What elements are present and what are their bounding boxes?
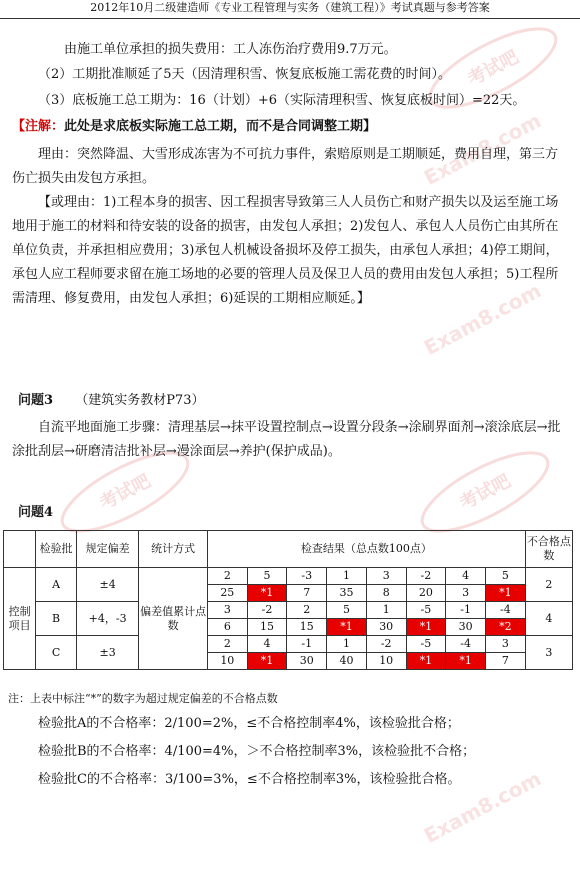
alternative-reason-paragraph: 【或理由：1)工程本身的损害、因工程损害导致第三人人员伤亡和财产损失以及运至施工场地用于施工的材料和待安装的设备的损害，由发包人承担；2)发包人、承包人人员伤亡由其所在单位负责，并承担相应费用；3)承包人机械设备损坏及停工损失，由承包人承担；4)停工期间，承包人应工程师要求留在施工场地的必要的管理人员及保卫人员的费用由发包人承担；5)工程所需清理、修复费用，由发包人承担；6)延误的工期相应顺延。】	[12, 195, 559, 306]
count-cell: 15	[247, 619, 287, 636]
value-cell: 4	[446, 568, 486, 585]
result-batch-b: 检验批B的不合格率：4/100=4%，＞不合格控制率3%，该检验批不合格；	[38, 744, 476, 759]
annotation	[12, 119, 376, 134]
value-cell: -2	[366, 636, 406, 653]
value-cell: 4	[247, 636, 287, 653]
count-cell: 7	[485, 653, 525, 670]
page-header	[0, 0, 580, 19]
watermark-site-text: Exam8.com	[420, 278, 546, 360]
value-cell: -4	[485, 602, 525, 619]
table-row	[4, 636, 573, 653]
batch-name: C	[36, 636, 77, 670]
count-cell: 10	[207, 653, 247, 670]
count-cell: 7	[287, 585, 327, 602]
table-row	[4, 602, 573, 619]
header-deviation: 规定偏差	[76, 531, 138, 568]
count-cell: 10	[366, 653, 406, 670]
watermark-site-text: Exam8.com	[420, 108, 546, 190]
value-cell: 2	[207, 636, 247, 653]
value-cell: 1	[327, 636, 367, 653]
result-batch-c: 检验批C的不合格率：3/100=3%，≤不合格控制率3%，该检验批合格。	[38, 772, 461, 787]
count-cell: 35	[327, 585, 367, 602]
value-cell: -4	[446, 636, 486, 653]
value-cell: -5	[406, 636, 446, 653]
header-fail-count: 不合格点数	[525, 531, 572, 568]
table-header-row	[4, 531, 573, 568]
value-cell: 5	[485, 568, 525, 585]
count-cell: 8	[366, 585, 406, 602]
result-batch-a: 检验批A的不合格率：2/100=2%，≤不合格控制率4%，该检验批合格；	[38, 716, 460, 731]
count-cell: 15	[287, 619, 327, 636]
question-3-answer: 自流平地面施工步骤：清理基层→抹平设置控制点→设置分段条→涂刷界面剂→滚涂底层→批涂批刮层→研磨清洁批补层→漫涂面层→养护(保护成品)。	[12, 420, 561, 459]
inspection-table	[3, 530, 573, 670]
value-cell: 5	[247, 568, 287, 585]
value-cell: 3	[485, 636, 525, 653]
document-title: 2012年10月二级建造师《专业工程管理与实务（建筑工程）》考试真题与参考答案	[90, 1, 490, 14]
header-empty-cell	[4, 531, 36, 568]
question-4-title: 问题4	[18, 505, 54, 520]
watermark-site-text: Exam8.com	[420, 766, 546, 848]
watermark-brand-text: 考试吧	[456, 470, 515, 515]
answer-line-2: （2）工期批准顺延了5天（因清理积雪、恢复底板施工需花费的时间）。	[38, 67, 452, 82]
question-3-title: 问题3	[18, 393, 54, 408]
fail-count-cell: *2	[485, 619, 525, 636]
value-cell: 5	[327, 602, 367, 619]
reason-paragraph: 理由：突然降温、大雪形成冻害为不可抗力事件，索赔原则是工期顺延，费用自理，第三方伤亡损失由发包方承担。	[12, 147, 559, 186]
header-method: 统计方式	[139, 531, 208, 568]
batch-deviation: ±4	[76, 568, 138, 602]
fail-count-cell: *1	[247, 653, 287, 670]
watermark-brand-text: 考试吧	[96, 470, 155, 515]
count-cell: 40	[327, 653, 367, 670]
statistic-method: 偏差值累计点数	[139, 568, 208, 670]
fail-count-cell: *1	[485, 585, 525, 602]
count-cell: 20	[406, 585, 446, 602]
batch-name: A	[36, 568, 77, 602]
value-cell: -2	[406, 568, 446, 585]
value-cell: 3	[207, 602, 247, 619]
fail-count-cell: *1	[247, 585, 287, 602]
value-cell: 1	[327, 568, 367, 585]
row-label-control-item: 控制项目	[4, 568, 36, 670]
question-3-reference: （建筑实务教材P73）	[75, 393, 205, 408]
batch-deviation: ±3	[76, 636, 138, 670]
value-cell: -3	[287, 568, 327, 585]
value-cell: -1	[287, 636, 327, 653]
value-cell: 2	[207, 568, 247, 585]
count-cell: 6	[207, 619, 247, 636]
count-cell: 30	[366, 619, 406, 636]
count-cell: 25	[207, 585, 247, 602]
table-note: 注：上表中标注“*”的数字为超过规定偏差的不合格点数	[8, 692, 278, 705]
header-batch: 检验批	[36, 531, 77, 568]
value-cell: 3	[366, 568, 406, 585]
fail-count-cell: *1	[327, 619, 367, 636]
annotation-label: 【注解：	[12, 119, 65, 134]
value-cell: -5	[406, 602, 446, 619]
watermark-brand-text: 考试吧	[464, 46, 523, 91]
answer-line-1: 由施工单位承担的损失费用：工人冻伤治疗费用9.7万元。	[64, 42, 397, 57]
value-cell: -1	[446, 602, 486, 619]
watermark-site	[403, 746, 564, 869]
table-row	[4, 568, 573, 585]
count-cell: 3	[446, 585, 486, 602]
question-3-heading	[18, 393, 204, 408]
value-cell: 1	[366, 602, 406, 619]
batch-deviation: +4，-3	[76, 602, 138, 636]
fail-count-cell: *1	[406, 619, 446, 636]
annotation-text: 此处是求底板实际施工总工期，而不是合同调整工期】	[64, 119, 377, 134]
fail-count: 2	[525, 568, 572, 602]
answer-line-3: （3）底板施工总工期为：16（计划）+6（实际清理积雪、恢复底板时间）=22天。	[38, 93, 526, 108]
batch-name: B	[36, 602, 77, 636]
fail-count: 3	[525, 636, 572, 670]
count-cell: 30	[287, 653, 327, 670]
fail-count-cell: *1	[406, 653, 446, 670]
header-result: 检查结果（总点数100点）	[207, 531, 525, 568]
value-cell: 2	[287, 602, 327, 619]
fail-count: 4	[525, 602, 572, 636]
fail-count-cell: *1	[446, 653, 486, 670]
count-cell: 30	[446, 619, 486, 636]
value-cell: -2	[247, 602, 287, 619]
